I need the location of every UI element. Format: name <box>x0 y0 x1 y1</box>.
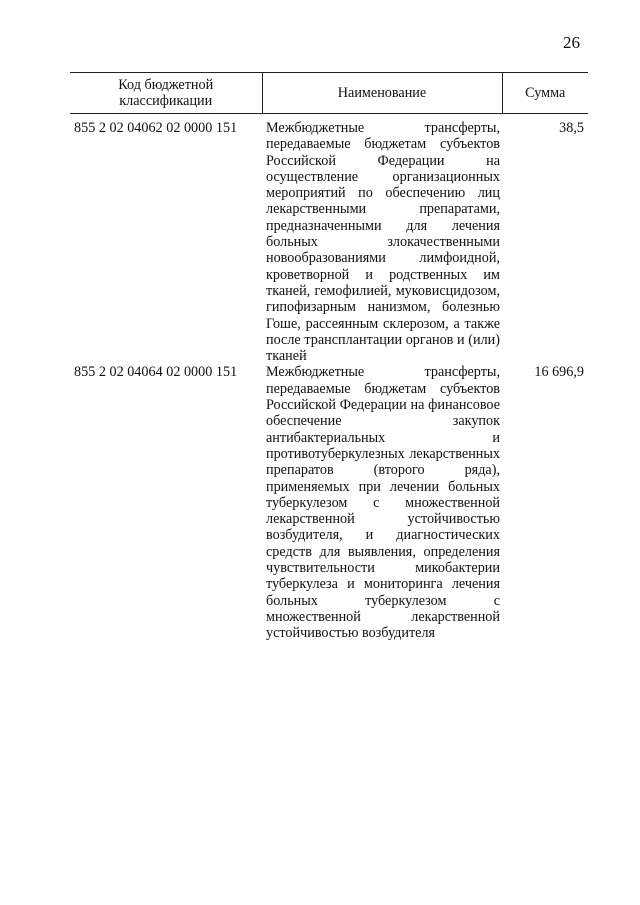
description-cell: Межбюджетные трансферты, передаваемые бюджетам субъектов Российской Федерации на осуществление организационных мероприятий по обеспечению лиц лекарственными препаратами, предназначенными для лечения больных злокачественными новообразованиями лимфоидной, кроветворной и родственных им тканей, гемофилией, муковисцидозом, гипофизарным нанизмом, болезнью Гоше, рассеянным склерозом, а также после трансплантации органов и (или) тканей <box>266 120 500 365</box>
amount-cell: 16 696,9 <box>534 364 584 381</box>
budget-code-cell: 855 2 02 04064 02 0000 151 <box>74 364 238 381</box>
description-cell: Межбюджетные трансферты, передаваемые бюджетам субъектов Российской Федерации на финансовое обеспечение закупок антибактериальных и противотуберкулезных лекарственных препаратов (второго ряда), применяемых при лечении больных туберкулезом с множественной лекарственной устойчивостью возбудителя, и диагностических средств для выявления, определения чувствительности микобактерии туберкулеза и мониторинга лечения больных туберкулезом с множественной лекарственной устойчивостью возбудителя <box>266 364 500 642</box>
budget-code-cell: 855 2 02 04062 02 0000 151 <box>74 120 238 136</box>
table-body <box>70 114 588 642</box>
header-name: Наименование <box>262 73 502 114</box>
header-code: Код бюджетной классификации <box>70 73 262 114</box>
header-sum: Сумма <box>502 73 588 114</box>
table-row <box>70 364 588 641</box>
table-header <box>70 73 588 114</box>
header-row <box>70 73 588 114</box>
amount-cell: 38,5 <box>559 120 584 136</box>
budget-table <box>70 72 588 642</box>
table-row <box>70 114 588 365</box>
page-number: 26 <box>563 33 580 52</box>
